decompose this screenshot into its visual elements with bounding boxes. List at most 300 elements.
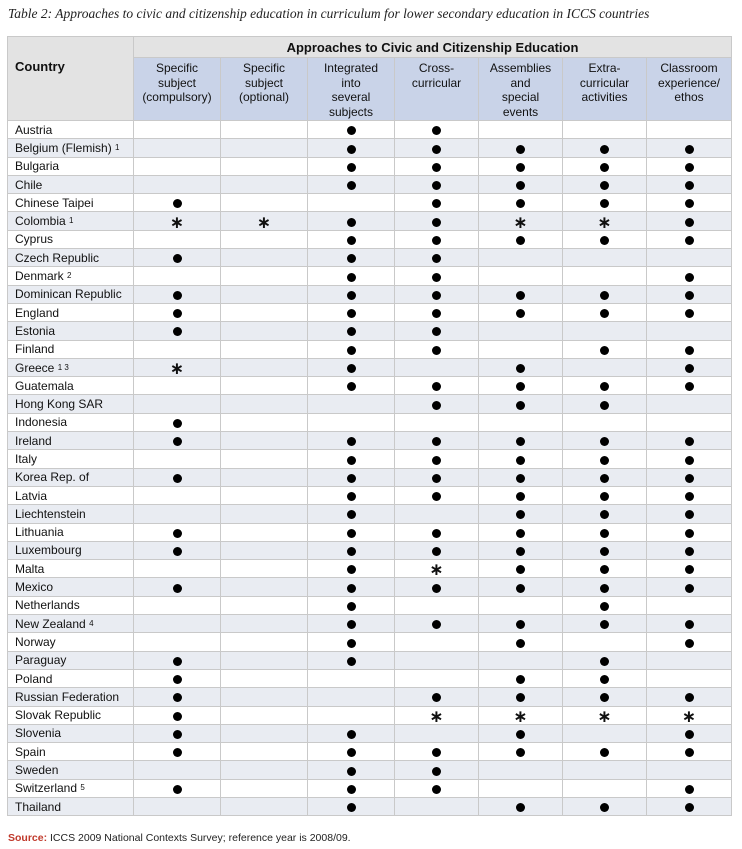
table-row [8,578,732,596]
approach-cell [134,249,221,267]
approach-cell [479,285,563,303]
dot-icon [600,565,609,574]
approach-cell [134,724,221,742]
approach-cell [134,633,221,651]
approach-cell [647,541,732,559]
approach-cell [134,340,221,358]
table-row [8,157,732,175]
approach-cell [647,249,732,267]
approach-cell [134,688,221,706]
approach-cell [563,505,647,523]
approach-cell [479,230,563,248]
approach-cell [308,596,395,614]
approach-cell [308,486,395,504]
approach-cell [647,285,732,303]
dot-icon [173,437,182,446]
approach-cell [563,615,647,633]
approach-cell [479,541,563,559]
dot-icon [173,785,182,794]
approach-cell [134,797,221,815]
dot-icon [173,712,182,721]
dot-icon [600,346,609,355]
country-cell [8,541,134,559]
dot-icon [685,199,694,208]
approach-cell [134,139,221,157]
approach-cell [134,413,221,431]
dot-icon [600,456,609,465]
approach-cell [395,486,479,504]
dot-icon [173,309,182,318]
table-row [8,212,732,230]
country-column-header: Country [8,37,134,121]
approach-cell [221,139,308,157]
country-cell [8,358,134,376]
approach-cell [395,797,479,815]
dot-icon [600,602,609,611]
approach-cell [563,303,647,321]
approach-cell [395,688,479,706]
dot-icon [347,565,356,574]
country-cell [8,724,134,742]
approach-cell [395,230,479,248]
asterisk-icon: ∗ [429,560,444,581]
dot-icon [685,529,694,538]
approach-column-header-line: into [341,75,361,90]
approach-cell [134,651,221,669]
dot-icon [347,602,356,611]
country-name: Lithuania [15,525,64,540]
approach-cell [647,432,732,450]
dot-icon [685,456,694,465]
dot-icon [347,327,356,336]
country-name: Switzerland [15,781,78,796]
dot-icon [600,748,609,757]
dot-icon [347,730,356,739]
approach-cell [395,596,479,614]
approach-column-header-line: Specific [155,61,199,75]
dot-icon [347,639,356,648]
table-row [8,761,732,779]
country-name: England [15,305,60,320]
dot-icon [347,803,356,812]
approach-cell [563,175,647,193]
approach-column-header-line: Specific [242,61,286,75]
dot-icon [685,693,694,702]
dot-icon [685,620,694,629]
dot-icon [347,236,356,245]
dot-icon [600,309,609,318]
approach-cell [563,633,647,651]
country-name: Netherlands [15,598,80,613]
approach-cell [221,267,308,285]
approach-cell [479,212,563,233]
approach-cell [647,669,732,687]
dot-icon [516,456,525,465]
approach-cell [563,377,647,395]
approach-column-header [221,58,308,121]
dot-icon [432,126,441,135]
approach-cell [563,779,647,797]
dot-icon [173,693,182,702]
dot-icon [685,437,694,446]
country-cell [8,669,134,687]
approach-cell [647,340,732,358]
approach-column-header-line: subjects [328,104,374,119]
approach-cell [647,578,732,596]
approach-cell [221,761,308,779]
approach-cell [647,724,732,742]
dot-icon [600,657,609,666]
dot-icon [432,291,441,300]
dot-icon [347,584,356,593]
dot-icon [600,620,609,629]
dot-icon [347,346,356,355]
dot-icon [600,163,609,172]
approach-cell [647,761,732,779]
approach-cell [308,194,395,212]
dot-icon [347,291,356,300]
dot-icon [347,181,356,190]
country-name: Indonesia [15,415,68,430]
approach-cell [221,706,308,724]
footnote-marker: 1 [69,216,74,226]
table-row [8,706,732,724]
approach-cell [647,413,732,431]
dot-icon [347,748,356,757]
dot-icon [685,748,694,757]
dot-icon [173,675,182,684]
dot-icon [685,803,694,812]
approach-cell [479,724,563,742]
dot-icon [516,309,525,318]
table-body [8,121,732,816]
dot-icon [685,346,694,355]
approach-cell [563,761,647,779]
approach-column-header [308,58,395,121]
approach-cell [221,212,308,233]
dot-icon [516,547,525,556]
table-row [8,596,732,614]
dot-icon [347,510,356,519]
approach-cell [134,560,221,578]
approach-column-header-line: Cross- [418,61,455,75]
dot-icon [516,492,525,501]
dot-icon [432,145,441,154]
approach-cell [563,651,647,669]
asterisk-icon: ∗ [513,212,528,233]
dot-icon [432,693,441,702]
approach-cell [479,779,563,797]
approach-cell [395,413,479,431]
dot-icon [600,547,609,556]
approach-cell [308,432,395,450]
approach-cell [395,175,479,193]
approach-cell [563,669,647,687]
approach-cell [563,541,647,559]
table-row [8,432,732,450]
country-name: Italy [15,451,38,466]
approach-cell [134,669,221,687]
table-row [8,615,732,633]
approach-cell [563,596,647,614]
approach-cell [221,596,308,614]
approach-cell [134,194,221,212]
approach-cell [395,615,479,633]
asterisk-icon: ∗ [169,359,185,379]
approach-cell [563,724,647,742]
country-cell [8,194,134,212]
approach-cell [395,523,479,541]
approach-cell [563,560,647,578]
approach-cell [308,706,395,724]
table-row [8,139,732,157]
table-row [8,486,732,504]
asterisk-icon: ∗ [169,212,185,233]
country-cell [8,450,134,468]
dot-icon [685,565,694,574]
approach-cell [308,724,395,742]
approach-cell [221,432,308,450]
table-row [8,230,732,248]
country-name: Hong Kong SAR [15,397,104,412]
approach-cell [563,578,647,596]
dot-icon [516,382,525,391]
dot-icon [173,748,182,757]
dot-icon [516,181,525,190]
approach-cell [647,267,732,285]
approach-cell [134,578,221,596]
approach-column-header [563,58,647,121]
country-cell [8,322,134,340]
country-name: Latvia [15,488,48,503]
country-cell [8,615,134,633]
approach-cell [479,432,563,450]
approach-cell [479,267,563,285]
dot-icon [516,163,525,172]
approach-cell [647,797,732,815]
approach-cell [479,322,563,340]
dot-icon [516,437,525,446]
dot-icon [347,767,356,776]
dot-icon [432,620,441,629]
dot-icon [516,145,525,154]
dot-icon [600,803,609,812]
approach-cell [308,322,395,340]
approach-cell [395,651,479,669]
dot-icon [173,730,182,739]
dot-icon [347,474,356,483]
asterisk-icon: ∗ [597,706,612,727]
dot-icon [685,785,694,794]
dot-icon [685,474,694,483]
approach-cell [308,395,395,413]
table-row [8,450,732,468]
table-row [8,779,732,797]
dot-icon [432,181,441,190]
approach-column-header [479,58,563,121]
approach-cell [221,523,308,541]
approach-cell [395,541,479,559]
asterisk-icon: ∗ [256,212,272,233]
approach-cell [479,468,563,486]
country-cell [8,230,134,248]
dot-icon [347,492,356,501]
dot-icon [347,657,356,666]
dot-icon [347,273,356,282]
approach-cell [308,797,395,815]
approach-cell [134,212,221,233]
approach-cell [221,651,308,669]
country-name: Poland [15,671,53,686]
approach-cell [479,139,563,157]
approach-cell [563,230,647,248]
approach-cell [221,230,308,248]
approach-cell [134,395,221,413]
source-note [8,832,351,844]
approach-cell [563,432,647,450]
dot-icon [516,510,525,519]
approach-cell [395,212,479,230]
dot-icon [173,474,182,483]
country-cell [8,523,134,541]
dot-icon [347,126,356,135]
approach-cell [395,322,479,340]
approach-cell [479,633,563,651]
approach-cell [221,395,308,413]
dot-icon [432,584,441,593]
approach-cell [563,523,647,541]
approach-cell [563,267,647,285]
dot-icon [516,529,525,538]
approach-cell [221,194,308,212]
dot-icon [516,675,525,684]
dot-icon [516,639,525,648]
approach-cell [479,615,563,633]
asterisk-icon: ∗ [513,706,528,727]
approach-column-header-line: and [510,75,531,90]
approach-cell [221,340,308,358]
country-cell [8,743,134,761]
approach-column-header-line: (compulsory) [142,90,212,104]
table-container [7,36,732,816]
approach-cell [308,139,395,157]
approach-cell [647,633,732,651]
dot-icon [600,291,609,300]
approach-cell [647,157,732,175]
approach-column-header-line: several [331,90,371,104]
dot-icon [347,309,356,318]
table-row [8,468,732,486]
table-row [8,175,732,193]
country-name: Paraguay [15,653,67,668]
approach-cell [647,596,732,614]
approach-cell [647,194,732,212]
dot-icon [347,456,356,465]
approach-cell [563,194,647,212]
country-name: Thailand [15,799,62,814]
footnote-marker: 4 [89,618,94,628]
country-cell [8,560,134,578]
approach-cell [479,249,563,267]
approach-cell [308,285,395,303]
footnote-marker: 1 [115,142,120,152]
asterisk-icon: ∗ [681,706,697,727]
approach-cell [395,505,479,523]
dot-icon [432,254,441,263]
approach-cell [647,450,732,468]
dot-icon [516,199,525,208]
approach-cell [308,578,395,596]
approach-cell [221,797,308,815]
country-name: Luxembourg [15,543,82,558]
approach-cell [479,395,563,413]
approach-cell [395,724,479,742]
approach-cell [308,340,395,358]
approach-cell [647,468,732,486]
approach-column-header-line: (optional) [238,90,290,104]
approach-cell [479,194,563,212]
approach-cell [647,230,732,248]
approach-cell [395,157,479,175]
dot-icon [173,199,182,208]
approach-cell [395,578,479,596]
dot-icon [516,803,525,812]
approach-cell [134,505,221,523]
source-label: Source: [8,832,48,844]
approach-cell [479,121,563,139]
approach-cell [308,505,395,523]
approach-cell [221,450,308,468]
approach-cell [221,358,308,376]
dot-icon [432,199,441,208]
country-name: Slovenia [15,726,62,741]
dot-icon [685,236,694,245]
approach-column-header [395,58,479,121]
approach-cell [308,267,395,285]
approach-cell [221,505,308,523]
country-cell [8,285,134,303]
approach-cell [221,377,308,395]
dot-icon [685,364,694,373]
approach-cell [395,139,479,157]
country-cell [8,175,134,193]
dot-icon [516,565,525,574]
table-row [8,413,732,431]
approach-cell [134,358,221,379]
country-name: Dominican Republic [15,287,122,302]
approach-cell [395,560,479,581]
table-row [8,303,732,321]
country-cell [8,413,134,431]
table-row [8,121,732,139]
footnote-marker: 2 [67,271,72,281]
approach-cell [479,651,563,669]
country-cell [8,578,134,596]
country-name: Korea Rep. of [15,470,90,485]
approach-cell [479,157,563,175]
dot-icon [685,145,694,154]
approach-cell [563,358,647,376]
table-row [8,669,732,687]
approach-cell [395,706,479,727]
approach-cell [221,724,308,742]
approach-cell [134,322,221,340]
approach-cell [221,743,308,761]
approach-cell [134,303,221,321]
dot-icon [432,547,441,556]
approach-cell [308,560,395,578]
approach-cell [647,358,732,376]
